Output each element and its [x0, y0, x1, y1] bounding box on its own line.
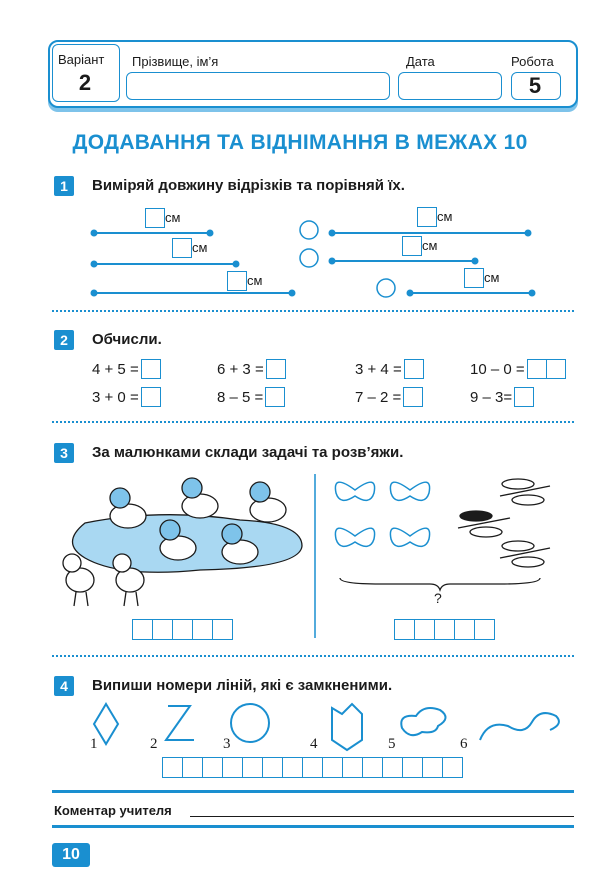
- name-field[interactable]: [126, 72, 390, 100]
- figure-1-diamond: [94, 704, 118, 744]
- answer-box[interactable]: [141, 359, 161, 379]
- date-label: Дата: [406, 54, 435, 69]
- task4-number: 4: [54, 676, 74, 696]
- butterfly-icon: [390, 528, 429, 546]
- divider-2: [52, 421, 574, 423]
- butterfly-icon: [390, 482, 429, 500]
- figure-number-1: 1: [90, 736, 98, 752]
- figure-2-zigzag: [166, 706, 194, 740]
- figure-number-6: 6: [460, 736, 468, 752]
- expression-3: 3 + 4 =: [355, 359, 424, 379]
- task3-text: За малюнками склади задачі та розв’яжи.: [92, 444, 404, 461]
- answer-box[interactable]: [265, 387, 285, 407]
- expression-4: 10 – 0 =: [470, 359, 566, 379]
- compare-circle-1: [300, 221, 318, 239]
- butterfly-icon: [335, 482, 374, 500]
- task2-number: 2: [54, 330, 74, 350]
- answer-box[interactable]: [141, 387, 161, 407]
- answer-box[interactable]: [404, 359, 424, 379]
- task2-text: Обчисли.: [92, 331, 162, 348]
- expression-1: 4 + 5 =: [92, 359, 161, 379]
- divider-3: [52, 655, 574, 657]
- length-answer-6[interactable]: см: [464, 268, 499, 288]
- question-mark: ?: [434, 590, 442, 606]
- answer-box[interactable]: [514, 387, 534, 407]
- figure-4-shield: [332, 704, 362, 750]
- comment-label: Коментар учителя: [54, 803, 172, 818]
- answer-box[interactable]: [403, 387, 423, 407]
- task1-text: Виміряй довжину відрізків та порівняй їх.: [92, 177, 405, 194]
- task3-number: 3: [54, 443, 74, 463]
- answer-cells-right[interactable]: [395, 619, 495, 640]
- work-label: Робота: [511, 54, 554, 69]
- task3-pictures: [40, 468, 580, 648]
- footer-rule-top: [52, 790, 574, 793]
- dragonfly-icon: [500, 541, 550, 567]
- expression-2: 6 + 3 =: [217, 359, 286, 379]
- figure-number-3: 3: [223, 736, 231, 752]
- date-field[interactable]: [398, 72, 502, 100]
- duck-icon: [250, 482, 286, 522]
- variant-value: 2: [78, 70, 92, 95]
- answer-box[interactable]: [266, 359, 286, 379]
- length-answer-3[interactable]: см: [227, 271, 262, 291]
- compare-circle-3: [377, 279, 395, 297]
- task1-segments: [0, 200, 600, 310]
- length-answer-5[interactable]: см: [402, 236, 437, 256]
- answer-cells-task4[interactable]: [163, 757, 463, 778]
- figure-5-blob: [401, 708, 445, 735]
- page-number: 10: [52, 843, 90, 867]
- brace-icon: [340, 578, 540, 590]
- figure-number-4: 4: [310, 736, 318, 752]
- task1-number: 1: [54, 176, 74, 196]
- expression-8: 9 – 3=: [470, 387, 534, 407]
- duck-icon: [182, 478, 218, 518]
- duck-icon: [110, 488, 146, 528]
- butterfly-icon: [335, 528, 374, 546]
- dragonfly-icon: [500, 479, 550, 505]
- footer-rule-bottom: [52, 825, 574, 828]
- expression-7: 7 – 2 =: [355, 387, 423, 407]
- comment-line[interactable]: [190, 816, 574, 817]
- answer-box[interactable]: [527, 359, 547, 379]
- figure-3-circle: [231, 704, 269, 742]
- length-answer-4[interactable]: см: [417, 207, 452, 227]
- compare-circle-2: [300, 249, 318, 267]
- work-value: 5: [528, 73, 542, 98]
- task4-text: Випиши номери ліній, які є замкненими.: [92, 677, 393, 694]
- name-label: Прізвище, ім’я: [132, 54, 219, 69]
- figure-6-curve: [480, 713, 559, 740]
- length-answer-2[interactable]: см: [172, 238, 207, 258]
- answer-box[interactable]: [546, 359, 566, 379]
- expression-5: 3 + 0 =: [92, 387, 161, 407]
- dragonfly-icon: [458, 511, 510, 537]
- answer-cells-left[interactable]: [133, 619, 233, 640]
- page-title: ДОДАВАННЯ ТА ВІДНІМАННЯ В МЕЖАХ 10: [72, 131, 528, 154]
- figure-number-2: 2: [150, 736, 158, 752]
- divider-1: [52, 310, 574, 312]
- figure-number-5: 5: [388, 736, 396, 752]
- expression-6: 8 – 5 =: [217, 387, 285, 407]
- length-answer-1[interactable]: см: [145, 208, 180, 228]
- variant-label: Варіант: [58, 52, 105, 67]
- duckling-icon: [63, 554, 94, 606]
